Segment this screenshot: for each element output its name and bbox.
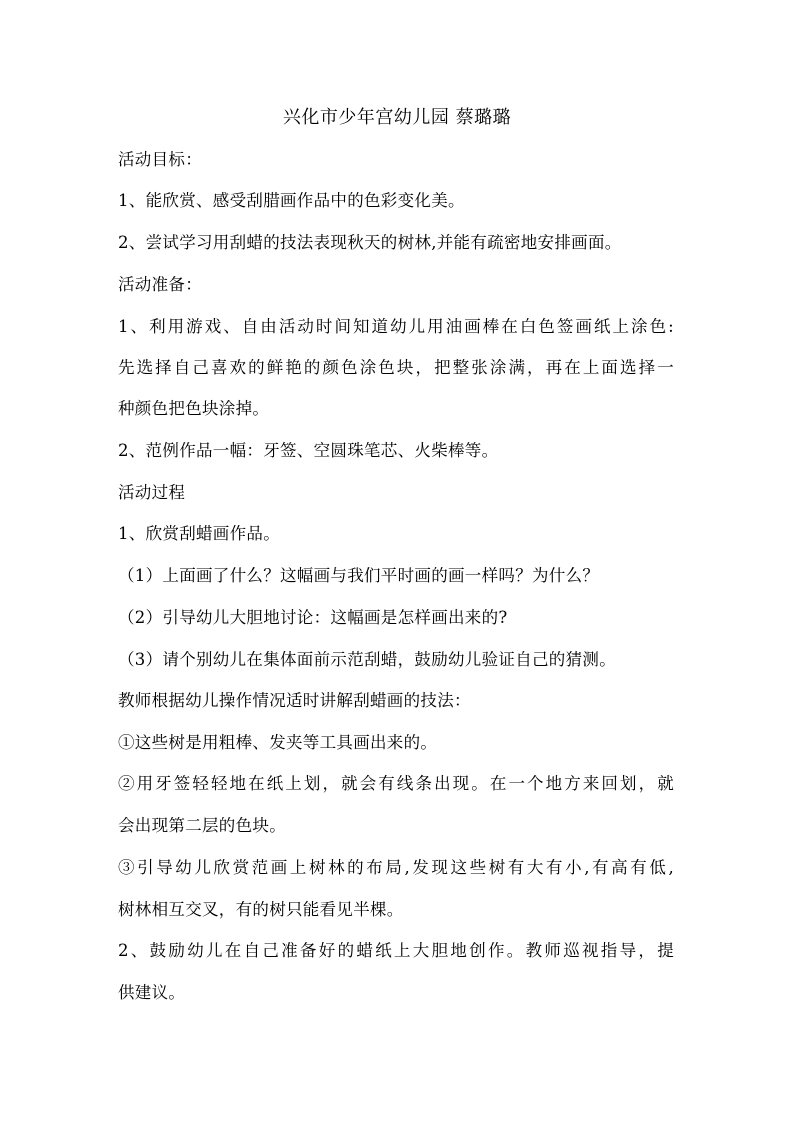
process-question-1: （1）上面画了什么？这幅画与我们平时画的画一样吗？为什么？ — [118, 566, 600, 585]
heading-activity-goals: 活动目标： — [118, 150, 202, 169]
process-item-2-line-2: 供建议。 — [118, 983, 186, 1002]
technique-3-line-1: ③引导幼儿欣赏范画上树林的布局,发现这些树有大有小,有高有低, — [118, 858, 674, 877]
prep-item-1-line-3: 种颜色把色块涂掉。 — [118, 399, 270, 418]
document-title: 兴化市少年宫幼儿园 蔡璐璐 — [282, 107, 512, 128]
heading-activity-process: 活动过程 — [118, 483, 186, 502]
prep-item-2: 2、范例作品一幅：牙签、空圆珠笔芯、火柴棒等。 — [118, 441, 499, 460]
process-item-2-line-1: 2、鼓励幼儿在自己准备好的蜡纸上大胆地创作。教师巡视指导，提 — [118, 941, 674, 960]
process-item-1: 1、欣赏刮蜡画作品。 — [118, 524, 280, 543]
process-question-2: （2）引导幼儿大胆地讨论：这幅画是怎样画出来的? — [118, 608, 508, 627]
goal-item-2: 2、尝试学习用刮蜡的技法表现秋天的树林,并能有疏密地安排画面。 — [118, 233, 622, 252]
technique-3-line-2: 树林相互交叉，有的树只能看见半棵。 — [118, 900, 404, 919]
teacher-explanation: 教师根据幼儿操作情况适时讲解刮蜡画的技法： — [118, 691, 471, 710]
prep-item-1-line-1: 1、利用游戏、自由活动时间知道幼儿用油画棒在白色签画纸上涂色: — [118, 317, 674, 336]
technique-2-line-2: 会出现第二层的色块。 — [118, 816, 286, 835]
process-question-3: （3）请个别幼儿在集体面前示范刮蜡，鼓励幼儿验证自己的猜测。 — [118, 650, 616, 669]
technique-2-line-1: ②用牙签轻轻地在纸上划，就会有线条出现。在一个地方来回划，就 — [118, 774, 674, 793]
prep-item-1-line-2: 先选择自己喜欢的鲜艳的颜色涂色块，把整张涂满，再在上面选择一 — [118, 358, 674, 377]
technique-1: ①这些树是用粗棒、发夹等工具画出来的。 — [118, 733, 438, 752]
heading-activity-preparation: 活动准备： — [118, 275, 202, 294]
goal-item-1: 1、能欣赏、感受刮腊画作品中的色彩变化美。 — [118, 191, 465, 210]
